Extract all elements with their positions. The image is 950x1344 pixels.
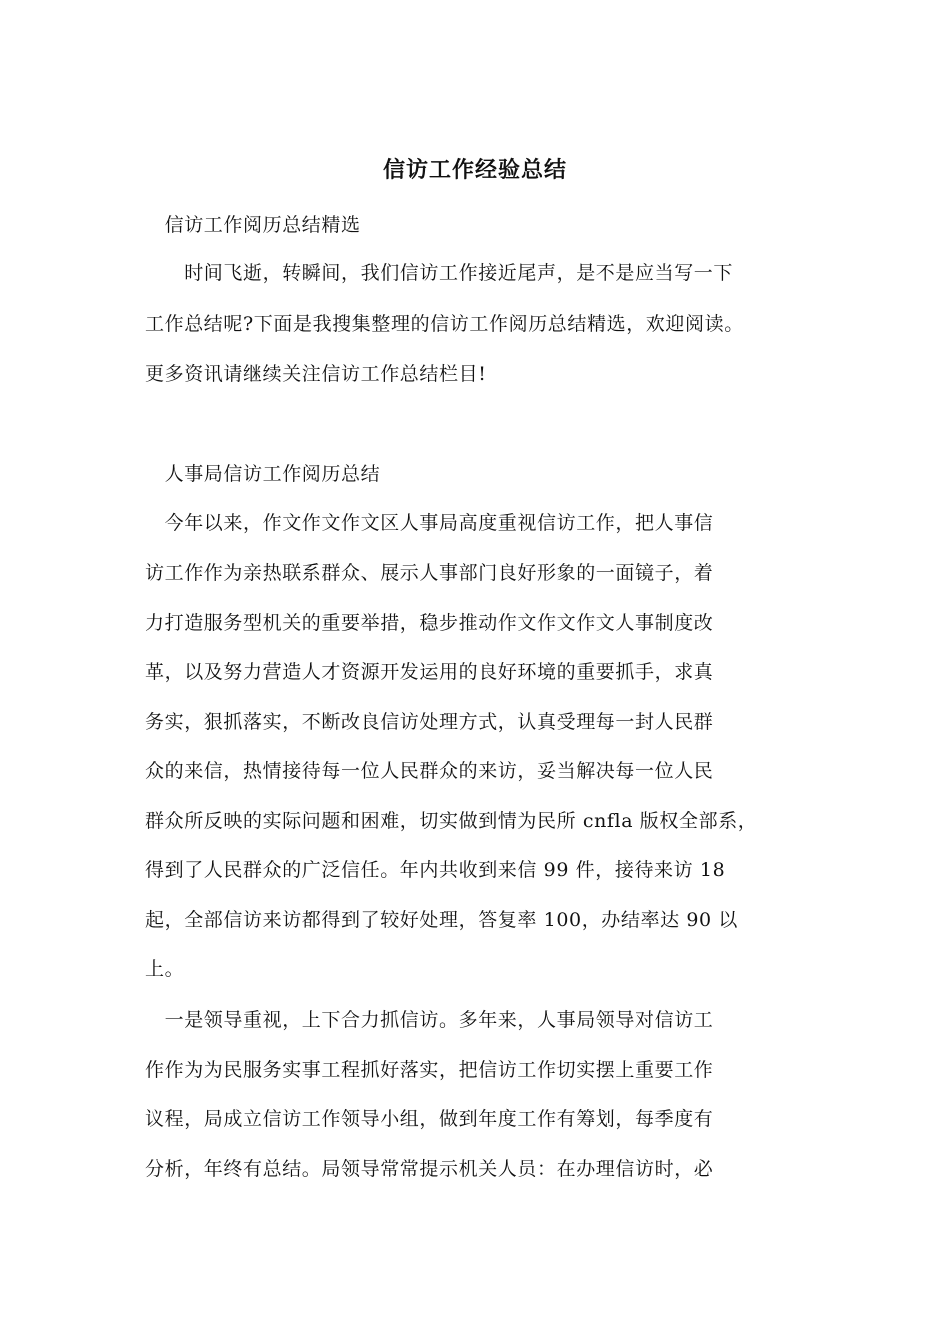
paragraph-line: 起，全部信访来访都得到了较好处理，答复率 100，办结率达 90 以 — [145, 909, 738, 931]
paragraph-line: 得到了人民群众的广泛信任。年内共收到来信 99 件，接待来访 18 — [145, 859, 726, 881]
paragraph-line: 革，以及努力营造人才资源开发运用的良好环境的重要抓手，求真 — [145, 661, 714, 683]
paragraph-line: 更多资讯请继续关注信访工作总结栏目! — [145, 363, 487, 385]
document-title: 信访工作经验总结 — [382, 157, 567, 183]
paragraph-line: 群众所反映的实际问题和困难，切实做到情为民所 cnfla 版权全部系， — [145, 810, 758, 832]
paragraph-line: 作作为为民服务实事工程抓好落实，把信访工作切实摆上重要工作 — [145, 1059, 714, 1081]
paragraph-line: 议程，局成立信访工作领导小组，做到年度工作有筹划，每季度有 — [145, 1108, 714, 1130]
paragraph-line: 工作总结呢?下面是我搜集整理的信访工作阅历总结精选，欢迎阅读。 — [145, 313, 744, 335]
paragraph-line: 一是领导重视，上下合力抓信访。多年来，人事局领导对信访工 — [145, 1009, 714, 1031]
paragraph-line: 众的来信，热情接待每一位人民群众的来访，妥当解决每一位人民 — [145, 760, 714, 782]
paragraph-line: 分析，年终有总结。局领导常常提示机关人员：在办理信访时，必 — [145, 1158, 714, 1180]
paragraph-line: 时间飞逝，转瞬间，我们信访工作接近尾声，是不是应当写一下 — [145, 262, 734, 284]
paragraph-line: 访工作作为亲热联系群众、展示人事部门良好形象的一面镜子，着 — [145, 562, 714, 584]
paragraph-line: 上。 — [145, 958, 185, 980]
paragraph-line: 今年以来，作文作文作文区人事局高度重视信访工作，把人事信 — [145, 512, 714, 534]
paragraph-line: 务实，狠抓落实，不断改良信访处理方式，认真受理每一封人民群 — [145, 711, 714, 733]
section-heading: 信访工作阅历总结精选 — [145, 214, 361, 236]
section-heading: 人事局信访工作阅历总结 — [145, 463, 381, 485]
paragraph-line: 力打造服务型机关的重要举措，稳步推动作文作文作文人事制度改 — [145, 612, 714, 634]
